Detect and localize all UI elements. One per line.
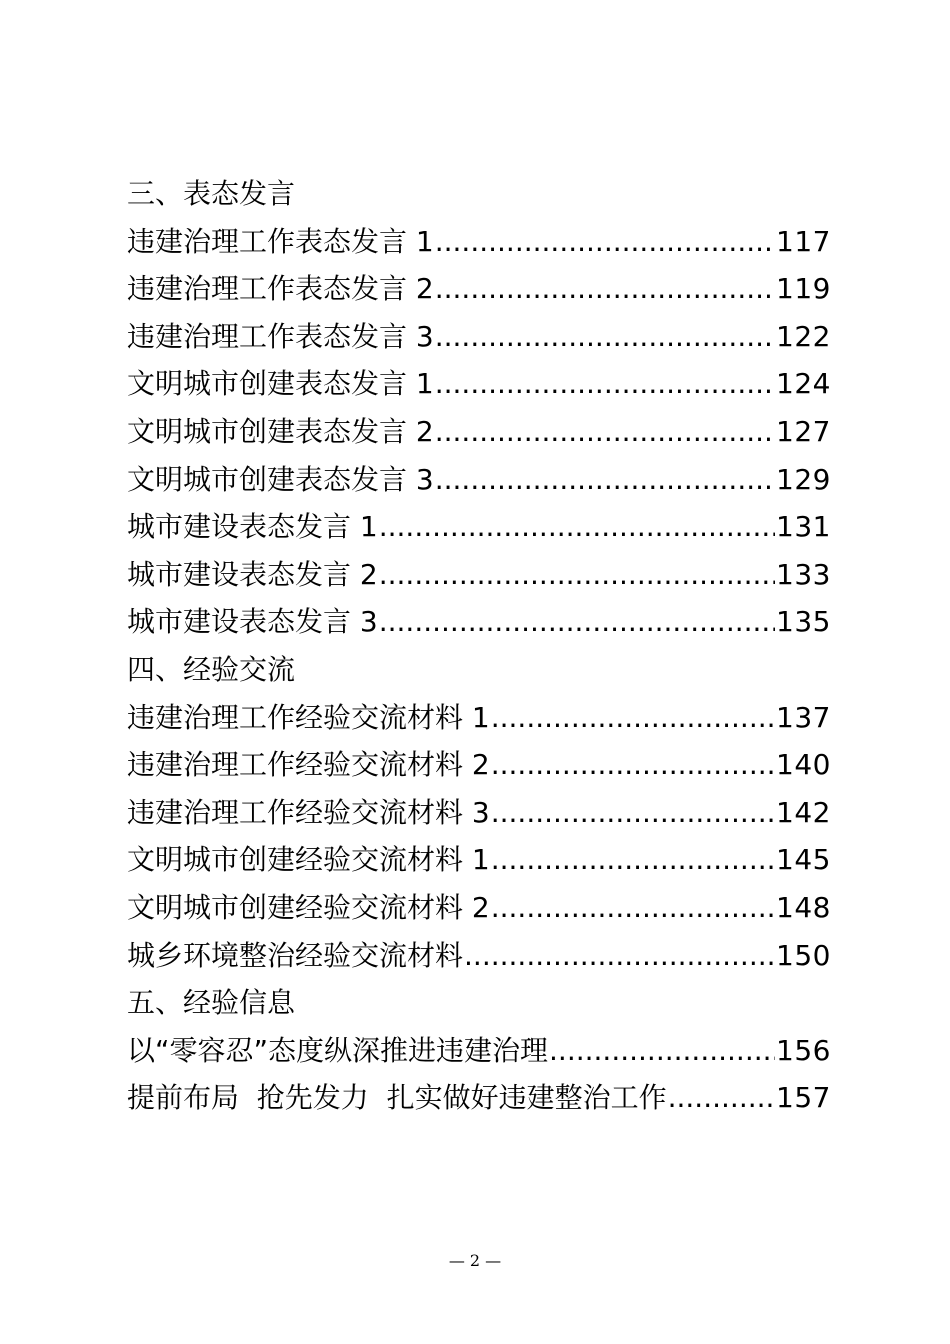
- toc-entry-title: 城市建设表态发言 2: [127, 557, 378, 591]
- toc-entry-page: 127: [776, 414, 831, 448]
- toc-entry-page: 117: [776, 224, 831, 258]
- dot-leader: [435, 408, 775, 456]
- toc-entry[interactable]: [127, 1027, 831, 1075]
- section-heading: 三、表态发言: [127, 177, 296, 210]
- dot-leader: [379, 503, 775, 551]
- dot-leader: [549, 1027, 775, 1075]
- toc-entry-title: 文明城市创建表态发言 2: [127, 414, 434, 448]
- toc-entry-title: 违建治理工作经验交流材料 1: [127, 700, 490, 734]
- toc-entry-title: 文明城市创建经验交流材料 1: [127, 843, 490, 877]
- dot-leader: [491, 836, 775, 884]
- dot-leader: [491, 884, 775, 932]
- toc-entry-page: 131: [776, 510, 831, 544]
- toc-entry[interactable]: [127, 932, 831, 980]
- dot-leader: [379, 551, 775, 599]
- dot-leader: [435, 313, 775, 361]
- toc-entry-title: 城乡环境整治经验交流材料: [127, 938, 464, 972]
- toc-entry-page: 129: [776, 462, 831, 496]
- toc-entry-title: 违建治理工作表态发言 1: [127, 224, 434, 258]
- dot-leader: [464, 932, 775, 980]
- toc-entry-title: 违建治理工作经验交流材料 3: [127, 795, 490, 829]
- toc-entry-title: 以“零容忍”态度纵深推进违建治理: [127, 1033, 549, 1067]
- toc-entry-page: 122: [776, 319, 831, 353]
- table-of-contents: [127, 170, 831, 1122]
- section-heading: 五、经验信息: [127, 986, 296, 1020]
- toc-entry-page: 135: [776, 605, 831, 639]
- toc-entry[interactable]: [127, 265, 831, 313]
- toc-entry[interactable]: [127, 694, 831, 742]
- dot-leader: [435, 218, 775, 266]
- toc-entry-page: 145: [776, 843, 831, 877]
- section-heading: 四、经验交流: [127, 652, 296, 686]
- toc-entry-page: 150: [776, 938, 831, 972]
- dot-leader: [491, 741, 775, 789]
- dot-leader: [435, 456, 775, 504]
- toc-entry-page: 156: [776, 1033, 831, 1067]
- toc-entry[interactable]: [127, 456, 831, 504]
- toc-entry-title: 违建治理工作表态发言 3: [127, 319, 434, 353]
- page-number: — 2 —: [448, 1251, 502, 1270]
- toc-entry-page: 148: [776, 890, 831, 924]
- toc-entry[interactable]: [127, 218, 831, 266]
- toc-entry[interactable]: [127, 1074, 831, 1122]
- toc-entry-page: 119: [776, 272, 831, 306]
- toc-entry-title: 文明城市创建表态发言 1: [127, 367, 434, 401]
- toc-entry[interactable]: [127, 313, 831, 361]
- toc-entry-title: 文明城市创建经验交流材料 2: [127, 890, 490, 924]
- toc-entry-page: 157: [776, 1081, 831, 1115]
- dot-leader: [491, 789, 775, 837]
- toc-entry-page: 133: [776, 557, 831, 591]
- toc-entry-page: 142: [776, 795, 831, 829]
- toc-entry[interactable]: [127, 408, 831, 456]
- toc-entry[interactable]: [127, 836, 831, 884]
- toc-entry[interactable]: [127, 551, 831, 599]
- dot-leader: [491, 694, 775, 742]
- dot-leader: [668, 1074, 775, 1122]
- toc-entry-title: 城市建设表态发言 1: [127, 510, 378, 544]
- dot-leader: [435, 360, 775, 408]
- toc-entry-page: 140: [776, 748, 831, 782]
- dot-leader: [435, 265, 775, 313]
- toc-entry[interactable]: [127, 360, 831, 408]
- toc-entry-title: 提前布局 抢先发力 扎实做好违建整治工作: [127, 1081, 667, 1115]
- toc-entry[interactable]: [127, 503, 831, 551]
- toc-entry-page: 124: [776, 367, 831, 401]
- toc-entry[interactable]: [127, 789, 831, 837]
- toc-entry-title: 城市建设表态发言 3: [127, 605, 378, 639]
- toc-entry-title: 违建治理工作表态发言 2: [127, 272, 434, 306]
- toc-entry-page: 137: [776, 700, 831, 734]
- toc-entry-title: 文明城市创建表态发言 3: [127, 462, 434, 496]
- toc-entry[interactable]: [127, 741, 831, 789]
- dot-leader: [379, 598, 775, 646]
- toc-entry[interactable]: [127, 884, 831, 932]
- toc-entry[interactable]: [127, 598, 831, 646]
- toc-entry-title: 违建治理工作经验交流材料 2: [127, 748, 490, 782]
